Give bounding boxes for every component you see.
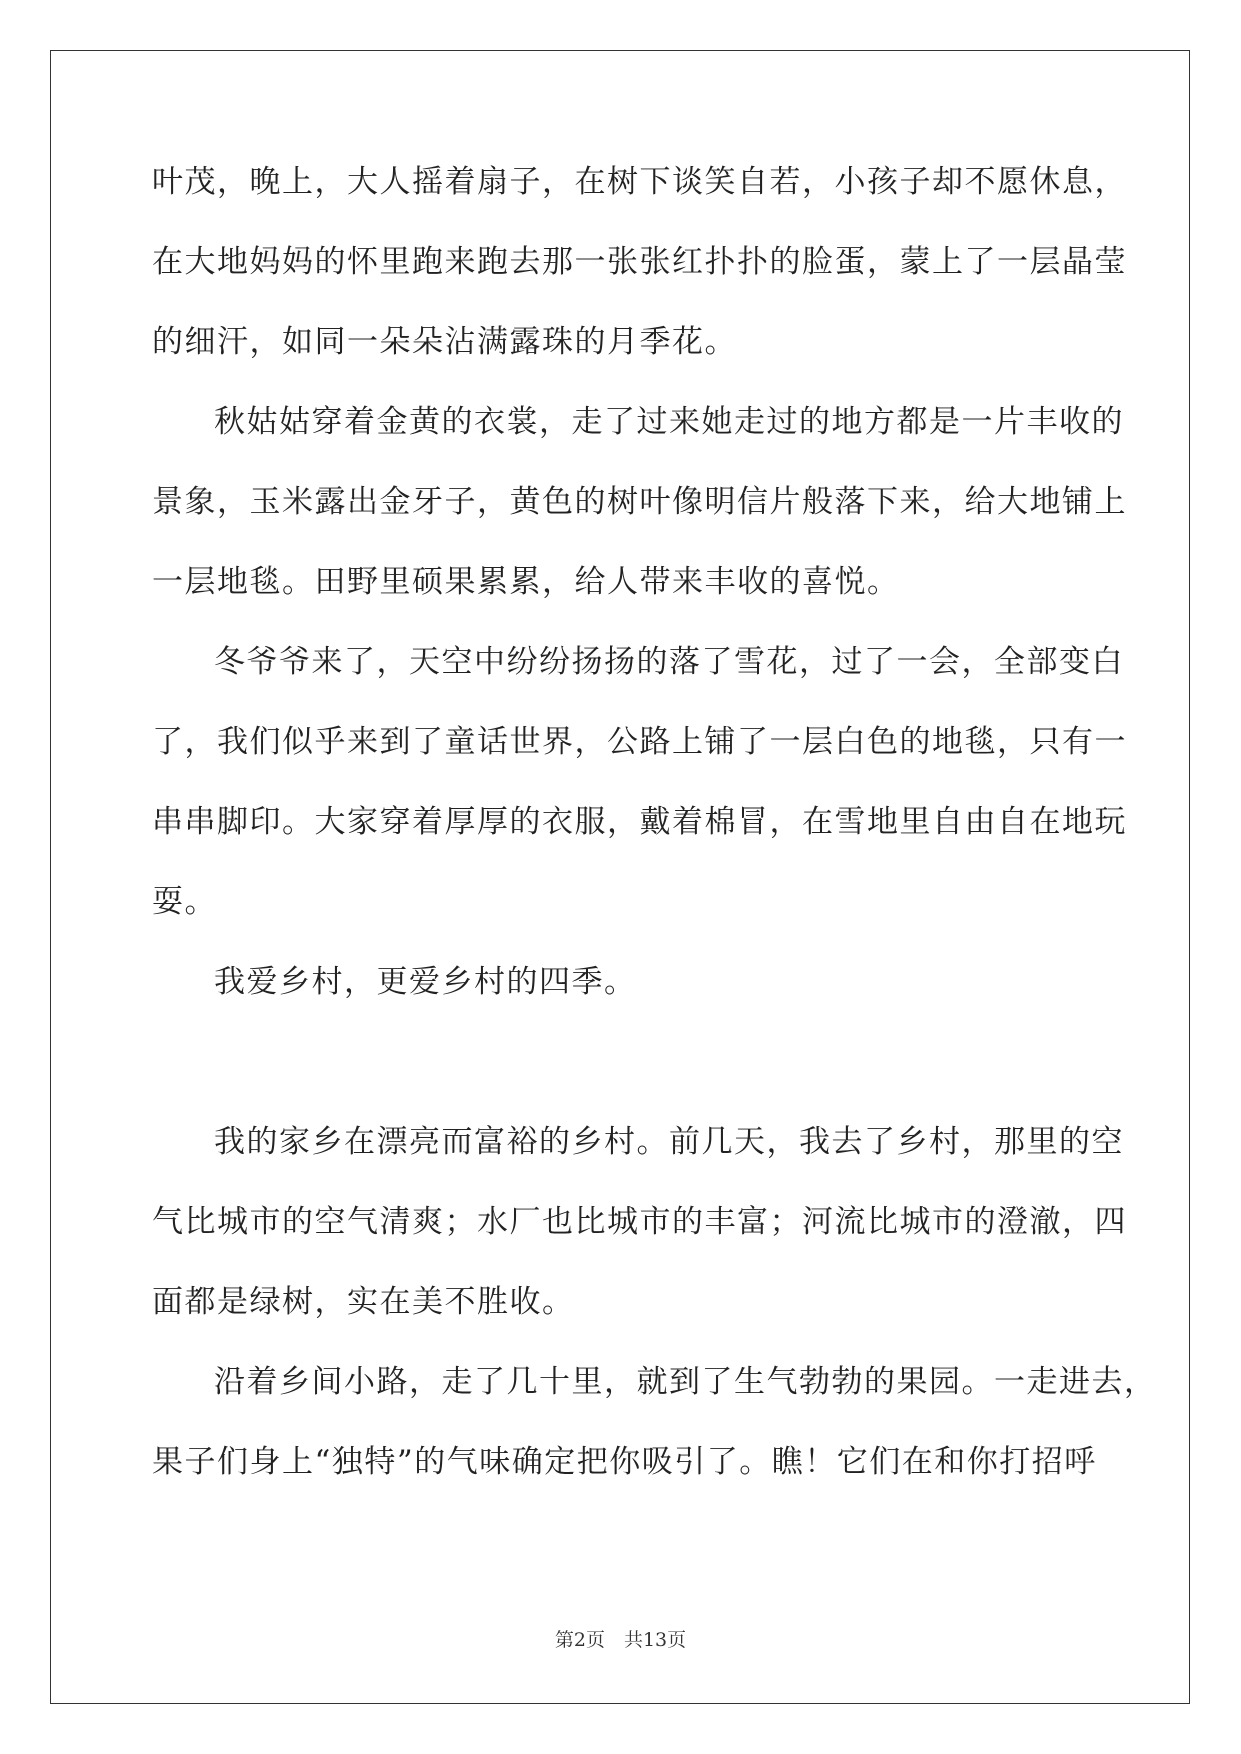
paragraph-start-line: 我爱乡村，更爱乡村的四季。 [214, 964, 637, 1000]
text-line: 在大地妈妈的怀里跑来跑去那一张张红扑扑的脸蛋，蒙上了一层晶莹 [152, 244, 1127, 280]
text-line: 果子们身上“独特”的气味确定把你吸引了。瞧！它们在和你打招呼 [152, 1444, 1097, 1480]
page-number-footer: 第2页 共13页 [554, 1629, 687, 1651]
text-line: 串串脚印。大家穿着厚厚的衣服，戴着棉冒，在雪地里自由自在地玩 [152, 804, 1127, 840]
paragraph-start-line: 冬爷爷来了，天空中纷纷扬扬的落了雪花，过了一会，全部变白 [214, 644, 1124, 680]
text-line: 气比城市的空气清爽；水厂也比城市的丰富；河流比城市的澄澈，四 [152, 1204, 1127, 1240]
text-line: 耍。 [152, 884, 217, 920]
text-line: 景象，玉米露出金牙子，黄色的树叶像明信片般落下来，给大地铺上 [152, 484, 1127, 520]
text-line: 的细汗，如同一朵朵沾满露珠的月季花。 [152, 324, 737, 360]
paragraph-start-line: 秋姑姑穿着金黄的衣裳，走了过来她走过的地方都是一片丰收的 [214, 404, 1124, 440]
paragraph-start-line: 我的家乡在漂亮而富裕的乡村。前几天，我去了乡村，那里的空 [214, 1124, 1124, 1160]
text-line: 一层地毯。田野里硕果累累，给人带来丰收的喜悦。 [152, 564, 900, 600]
paragraph-start-line: 沿着乡间小路，走了几十里，就到了生气勃勃的果园。一走进去， [214, 1364, 1157, 1400]
text-line: 叶茂，晚上，大人摇着扇子，在树下谈笑自若，小孩子却不愿休息， [152, 164, 1127, 200]
text-line: 面都是绿树，实在美不胜收。 [152, 1284, 575, 1320]
text-line: 了，我们似乎来到了童话世界，公路上铺了一层白色的地毯，只有一 [152, 724, 1127, 760]
